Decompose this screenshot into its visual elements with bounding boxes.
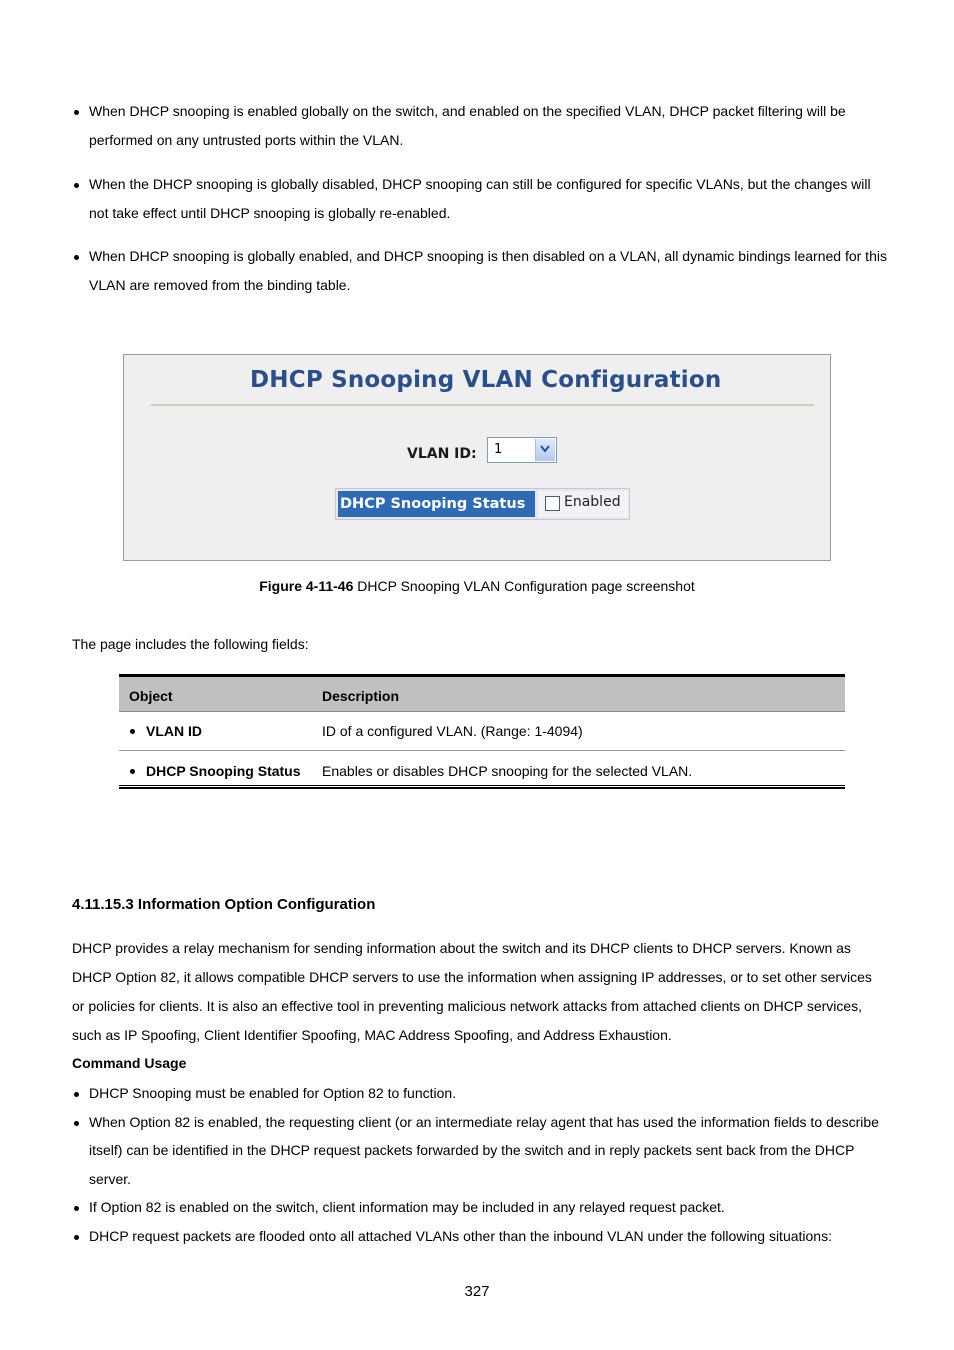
fields-table bbox=[119, 674, 845, 791]
vlan-id-select[interactable] bbox=[487, 437, 557, 463]
title-divider bbox=[151, 404, 814, 406]
fields-intro-text: The page includes the following fields: bbox=[72, 636, 309, 652]
chevron-down-icon[interactable] bbox=[535, 439, 555, 461]
page-number: 327 bbox=[464, 1283, 490, 1300]
table-cell-object: VLAN ID bbox=[129, 723, 202, 739]
enabled-checkbox-label[interactable]: Enabled bbox=[564, 494, 621, 510]
table-cell-description: ID of a configured VLAN. (Range: 1-4094) bbox=[312, 712, 845, 751]
command-usage-item: When Option 82 is enabled, the requesting client (or an intermediate relay agent that has used the information fields to describe itself) can be identified in the DHCP request packets forwarded by the switch and in reply packets sent back from the DHCP server. bbox=[72, 1108, 887, 1194]
table-header-description: Description bbox=[312, 676, 845, 712]
intro-bullet-item: When DHCP snooping is enabled globally on the switch, and enabled on the specified VLAN, DHCP packet filtering will be performed on any untrusted ports within the VLAN. bbox=[72, 97, 887, 154]
dhcp-snooping-status-label: DHCP Snooping Status bbox=[338, 491, 535, 517]
figure-caption bbox=[0, 578, 954, 594]
dhcp-snooping-status-value bbox=[538, 491, 628, 517]
command-usage-list bbox=[72, 1079, 887, 1250]
table-header-object: Object bbox=[119, 676, 312, 712]
enabled-checkbox[interactable] bbox=[545, 496, 560, 511]
command-usage-item: DHCP request packets are flooded onto all attached VLANs other than the inbound VLAN under the following situations: bbox=[72, 1222, 887, 1251]
section-heading: 4.11.15.3 Information Option Configuration bbox=[72, 896, 376, 913]
command-usage-item: If Option 82 is enabled on the switch, client information may be included in any relayed request packet. bbox=[72, 1193, 887, 1222]
figure-caption-text: DHCP Snooping VLAN Configuration page screenshot bbox=[353, 578, 695, 594]
dhcp-snooping-status-row bbox=[335, 488, 630, 520]
intro-bullet-item: When the DHCP snooping is globally disabled, DHCP snooping can still be configured for specific VLANs, but the changes will not take effect until DHCP snooping is globally re-enabled. bbox=[72, 170, 887, 227]
table-cell-object: DHCP Snooping Status bbox=[129, 763, 301, 779]
intro-bullet-list bbox=[72, 97, 887, 299]
table-cell-description: Enables or disables DHCP snooping for the selected VLAN. bbox=[322, 763, 693, 779]
intro-bullet-item: When DHCP snooping is globally enabled, and DHCP snooping is then disabled on a VLAN, all dynamic bindings learned for this VLAN are removed from the binding table. bbox=[72, 242, 887, 299]
dhcp-snooping-vlan-config-screenshot bbox=[123, 354, 831, 561]
command-usage-item: DHCP Snooping must be enabled for Option 82 to function. bbox=[72, 1079, 887, 1108]
config-page-title: DHCP Snooping VLAN Configuration bbox=[250, 367, 722, 393]
table-bottom-rule bbox=[119, 785, 845, 789]
section-paragraph: DHCP provides a relay mechanism for sending information about the switch and its DHCP clients to DHCP servers. Known as DHCP Option 82, it allows compatible DHCP servers to use the information when assigning IP addresses, or to set other services or policies for clients. It is also an effective tool in preventing malicious network attacks from attached clients on DHCP services, such as IP Spoofing, Client Identifier Spoofing, MAC Address Spoofing, and Address Exhaustion. bbox=[72, 940, 872, 1043]
table-row bbox=[119, 712, 845, 751]
vlan-id-label: VLAN ID: bbox=[407, 446, 477, 462]
vlan-id-selected-value: 1 bbox=[494, 442, 503, 457]
command-usage-heading: Command Usage bbox=[72, 1055, 187, 1071]
table-header-row bbox=[119, 676, 845, 712]
figure-number: Figure 4-11-46 bbox=[259, 578, 354, 594]
